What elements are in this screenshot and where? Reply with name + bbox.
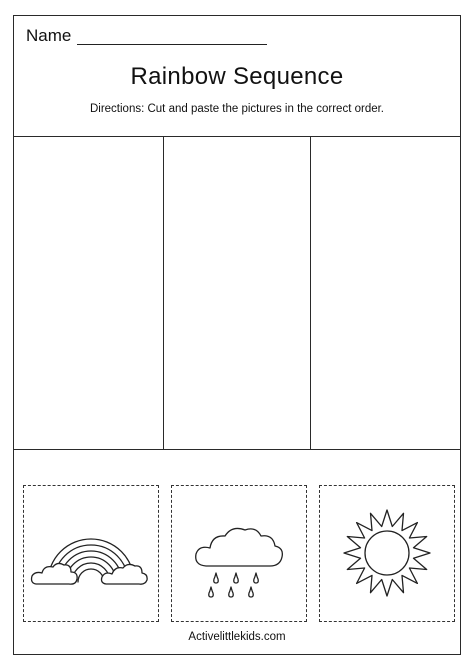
- rain-cloud-icon: [172, 486, 306, 621]
- footer-site-label: Activelittlekids.com: [188, 631, 286, 643]
- sequence-box-2[interactable]: [164, 137, 310, 448]
- rainbow-with-clouds-icon: [24, 486, 158, 621]
- directions-text: Directions: Cut and paste the pictures in the correct order.: [89, 103, 385, 115]
- sequence-box-1[interactable]: [14, 137, 163, 448]
- sun-icon: [320, 486, 454, 621]
- cut-card-sun[interactable]: [319, 485, 455, 622]
- column-divider: [163, 136, 164, 449]
- name-write-line[interactable]: [77, 44, 267, 45]
- cut-card-rain-cloud[interactable]: [171, 485, 307, 622]
- cut-card-rainbow[interactable]: [23, 485, 159, 622]
- name-label: Name: [26, 26, 72, 45]
- worksheet-title: Rainbow Sequence: [130, 63, 344, 90]
- worksheet: [13, 15, 461, 655]
- boxes-divider: [14, 449, 460, 450]
- sequence-box-3[interactable]: [311, 137, 461, 448]
- column-divider: [310, 136, 311, 449]
